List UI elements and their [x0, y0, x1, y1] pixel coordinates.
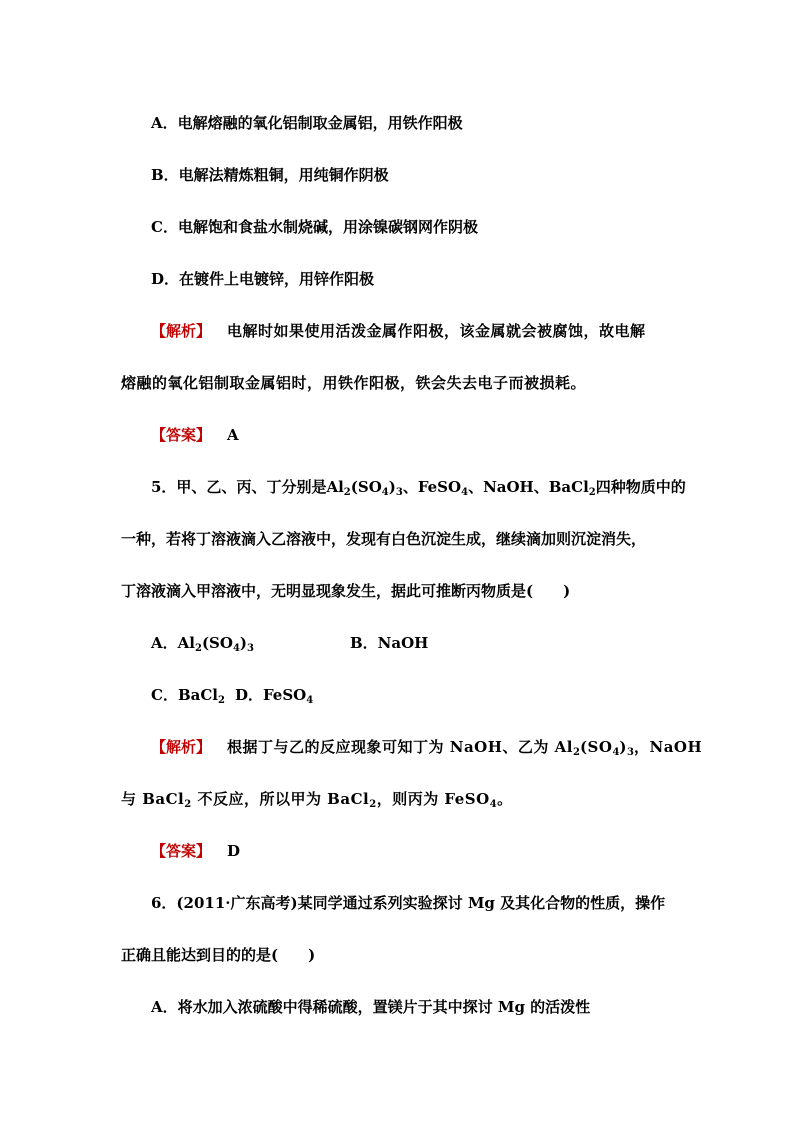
formula-sub: 4 [232, 643, 240, 654]
q5-option-a: A．Al [151, 634, 195, 652]
analysis-text: 根据丁与乙的反应现象可知丁为 NaOH、乙为 Al [227, 738, 573, 756]
analysis-text: 不反应，所以甲为 BaCl [191, 790, 370, 808]
formula-part: ) [239, 634, 248, 652]
answer-value: A [227, 426, 239, 444]
formula-sub: 3 [247, 643, 254, 654]
q5-option-c: C．BaCl [151, 686, 218, 704]
formula-sub: 3 [395, 487, 403, 498]
q5-stem-line1 [151, 476, 686, 498]
analysis-text: 电解时如果使用活泼金属作阳极，该金属就会被腐蚀，故电解 [227, 322, 646, 340]
formula-part: Al [326, 478, 344, 496]
analysis-tag: 【解析】 [151, 322, 212, 340]
formula-sub: 2 [184, 799, 192, 810]
formula-sub: 2 [572, 747, 580, 758]
q4-answer [151, 424, 239, 446]
q5-answer [151, 840, 240, 862]
formula-sub: 2 [343, 487, 351, 498]
q5-option-b: B．NaOH [350, 634, 429, 652]
q6-stem-line1: 6．(2011·广东高考)某同学通过系列实验探讨 Mg 及其化合物的性质，操作 [151, 894, 666, 912]
analysis-text: ，NaOH [633, 738, 703, 756]
formula-sub: 2 [369, 799, 377, 810]
q5-analysis-line2 [121, 788, 513, 810]
formula-sub: 4 [306, 695, 314, 706]
q4-option-b: B．电解法精炼粗铜，用纯铜作阴极 [151, 166, 389, 184]
formula-sub: 4 [461, 487, 469, 498]
q5-analysis-line1 [151, 736, 702, 758]
formula-sub: 2 [217, 695, 225, 706]
q5-stem-text: 5．甲、乙、丙、丁分别是 [151, 478, 327, 496]
analysis-text: (SO [579, 738, 613, 756]
formula-part: 、NaOH、BaCl [468, 478, 589, 496]
formula-sub: 2 [588, 487, 596, 498]
formula-part: ) [388, 478, 396, 496]
q5-options-cd [151, 684, 313, 706]
formula-sub: 3 [627, 747, 634, 758]
q4-option-c: C．电解饱和食盐水制烧碱，用涂镍碳钢网作阴极 [151, 218, 478, 236]
analysis-tag: 【解析】 [151, 738, 212, 756]
answer-tag: 【答案】 [151, 842, 212, 860]
q4-analysis-line1 [151, 320, 646, 342]
q6-option-a: A．将水加入浓硫酸中得稀硫酸，置镁片于其中探讨 Mg 的活泼性 [151, 998, 591, 1016]
formula-sub: 2 [194, 643, 202, 654]
q5-stem-line2: 一种，若将丁溶液滴入乙溶液中，发现有白色沉淀生成，继续滴加则沉淀消失， [121, 530, 647, 548]
formula-part: (SO [201, 634, 233, 652]
answer-tag: 【答案】 [151, 426, 212, 444]
q5-stem-text: 四种物质中的 [595, 478, 686, 496]
q4-analysis-line2: 熔融的氧化铝制取金属铝时，用铁作阳极，铁会失去电子而被损耗。 [121, 374, 587, 392]
analysis-text: ，则丙为 FeSO [376, 790, 490, 808]
analysis-text: 与 BaCl [121, 790, 185, 808]
formula-part: 、FeSO [402, 478, 462, 496]
analysis-text: 。 [497, 790, 513, 808]
q5-stem-line3: 丁溶液滴入甲溶液中，无明显现象发生，据此可推断丙物质是( ) [121, 582, 571, 600]
formula-sub: 4 [381, 487, 389, 498]
formula-sub: 4 [489, 799, 498, 810]
q5-option-d: D．FeSO [234, 686, 307, 704]
analysis-text: ) [619, 738, 628, 756]
answer-value: D [227, 842, 241, 860]
formula-part: (SO [350, 478, 382, 496]
formula-sub: 4 [612, 747, 620, 758]
q6-stem-line2: 正确且能达到目的的是( ) [121, 946, 316, 964]
q5-options-ab [151, 632, 428, 654]
q4-option-d: D．在镀件上电镀锌，用锌作阳极 [151, 270, 375, 288]
q4-option-a: A．电解熔融的氧化铝制取金属铝，用铁作阳极 [151, 114, 463, 132]
